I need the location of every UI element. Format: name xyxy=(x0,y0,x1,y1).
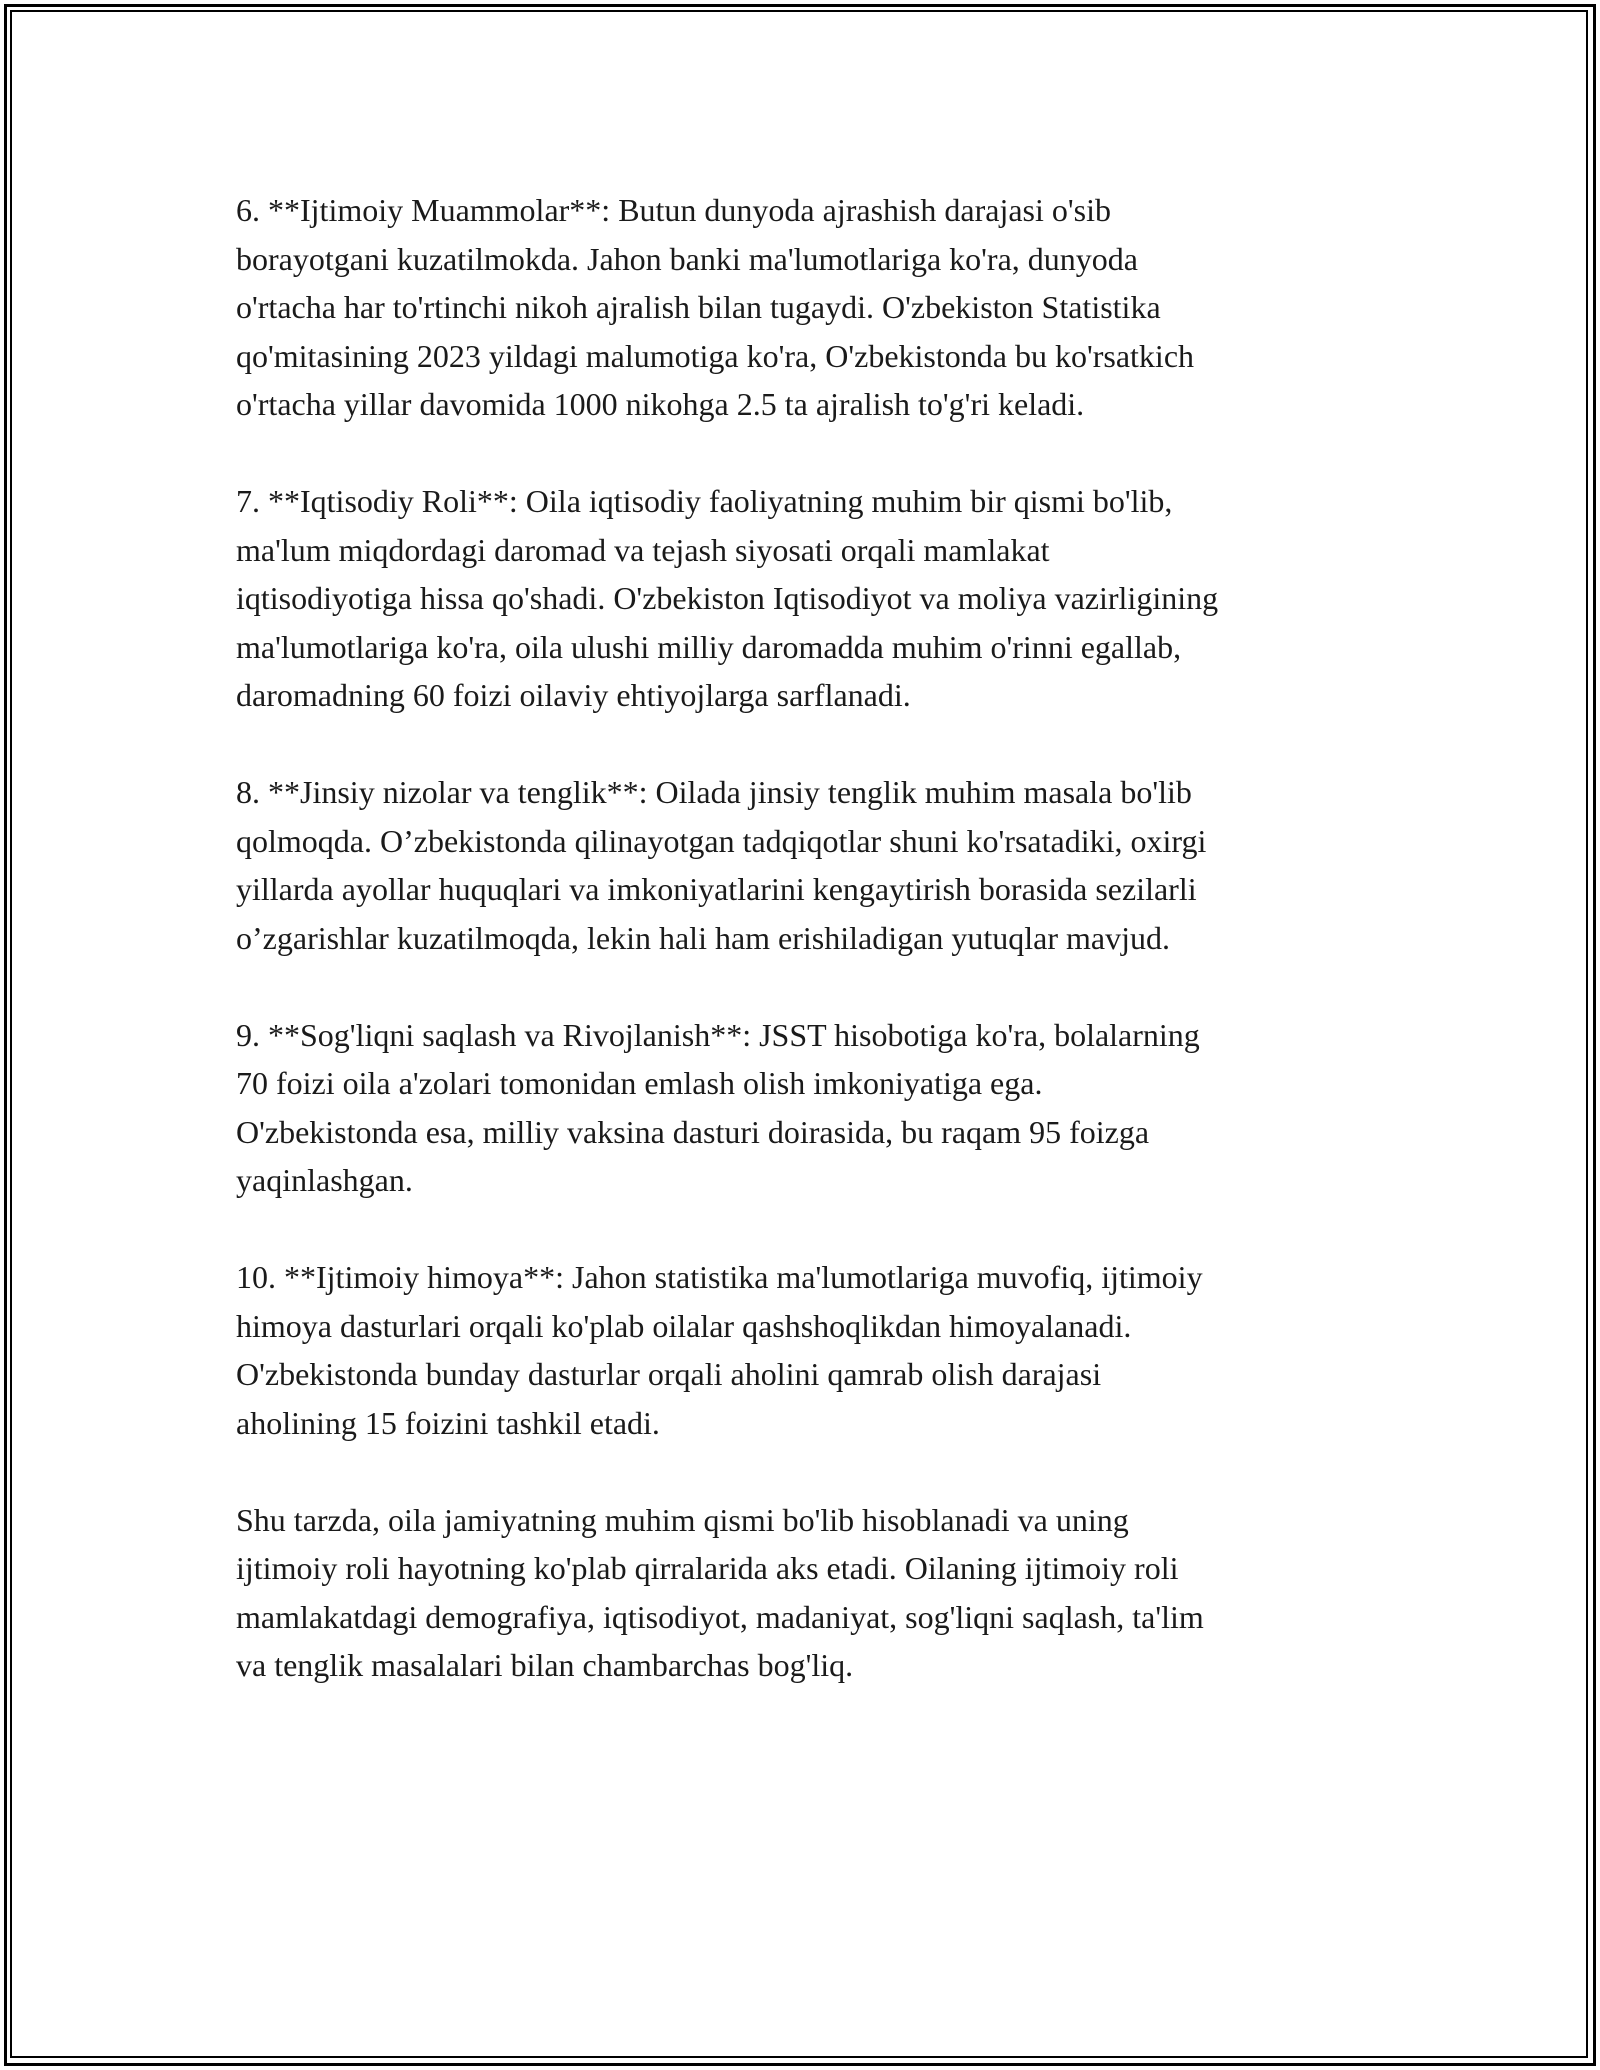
text-line: ma'lumotlariga ko'ra, oila ulushi milliy daromadda muhim o'rinni egallab, xyxy=(236,628,1182,665)
paragraph-social-protection xyxy=(236,1253,1386,1447)
text-line: 8. **Jinsiy nizolar va tenglik**: Oilada jinsiy tenglik muhim masala bo'lib xyxy=(236,774,1192,810)
paragraph-social-problems xyxy=(236,186,1386,429)
text-line: yaqinlashgan. xyxy=(236,1162,413,1198)
text-line: 70 foizi oila a'zolari tomonidan emlash olish imkoniyatiga ega. xyxy=(236,1065,1043,1101)
text-line: himoya dasturlari orqali ko'plab oilalar qashshoqlikdan himoyalanadi. xyxy=(236,1307,1132,1344)
paragraph-gender-equality xyxy=(236,768,1386,962)
paragraph-health-development xyxy=(236,1011,1386,1205)
text-line: O'zbekistonda bunday dasturlar orqali aholini qamrab olish darajasi xyxy=(236,1356,1102,1392)
text-line: iqtisodiyotiga hissa qo'shadi. O'zbekiston Iqtisodiyot va moliya vazirligining xyxy=(236,580,1219,616)
text-line: Shu tarzda, oila jamiyatning muhim qismi bo'lib hisoblanadi va uning xyxy=(236,1501,1129,1538)
text-line: 7. **Iqtisodiy Roli**: Oila iqtisodiy faoliyatning muhim bir qismi bo'lib, xyxy=(236,483,1173,519)
text-line: yillarda ayollar huquqlari va imkoniyatlarini kengaytirish borasida sezilarli xyxy=(236,871,1197,907)
paragraph-conclusion xyxy=(236,1496,1386,1690)
text-line: va tenglik masalalari bilan chambarchas bog'liq. xyxy=(236,1647,854,1683)
text-line: 9. **Sog'liqni saqlash va Rivojlanish**: JSST hisobotiga ko'ra, bolalarning xyxy=(236,1016,1200,1053)
text-line: o’zgarishlar kuzatilmoqda, lekin hali ham erishiladigan yutuqlar mavjud. xyxy=(236,919,1170,956)
text-line: ijtimoiy roli hayotning ko'plab qirralarida aks etadi. Oilaning ijtimoiy roli xyxy=(236,1550,1179,1586)
text-line: o'rtacha yillar davomida 1000 nikohga 2.5 ta ajralish to'g'ri keladi. xyxy=(236,386,1085,422)
text-line: O'zbekistonda esa, milliy vaksina dasturi doirasida, bu raqam 95 foizga xyxy=(236,1113,1150,1150)
document-body xyxy=(236,186,1386,1738)
text-line: qo'mitasining 2023 yildagi malumotiga ko'ra, O'zbekistonda bu ko'rsatkich xyxy=(236,337,1195,374)
text-line: daromadning 60 foizi oilaviy ehtiyojlarga sarflanadi. xyxy=(236,677,911,713)
text-line: ma'lum miqdordagi daromad va tejash siyosati orqali mamlakat xyxy=(236,531,1050,568)
text-line: o'rtacha har to'rtinchi nikoh ajralish bilan tugaydi. O'zbekiston Statistika xyxy=(236,289,1161,325)
text-line: aholining 15 foizini tashkil etadi. xyxy=(236,1404,660,1441)
paragraph-economic-role xyxy=(236,477,1386,720)
text-line: 10. **Ijtimoiy himoya**: Jahon statistika ma'lumotlariga muvofiq, ijtimoiy xyxy=(236,1259,1203,1295)
text-line: mamlakatdagi demografiya, iqtisodiyot, madaniyat, sog'liqni saqlash, ta'lim xyxy=(236,1598,1204,1635)
text-line: 6. **Ijtimoiy Muammolar**: Butun dunyoda ajrashish darajasi o'sib xyxy=(236,192,1111,228)
text-line: qolmoqda. O’zbekistonda qilinayotgan tadqiqotlar shuni ko'rsatadiki, oxirgi xyxy=(236,822,1207,859)
text-line: borayotgani kuzatilmokda. Jahon banki ma'lumotlariga ko'ra, dunyoda xyxy=(236,240,1138,277)
